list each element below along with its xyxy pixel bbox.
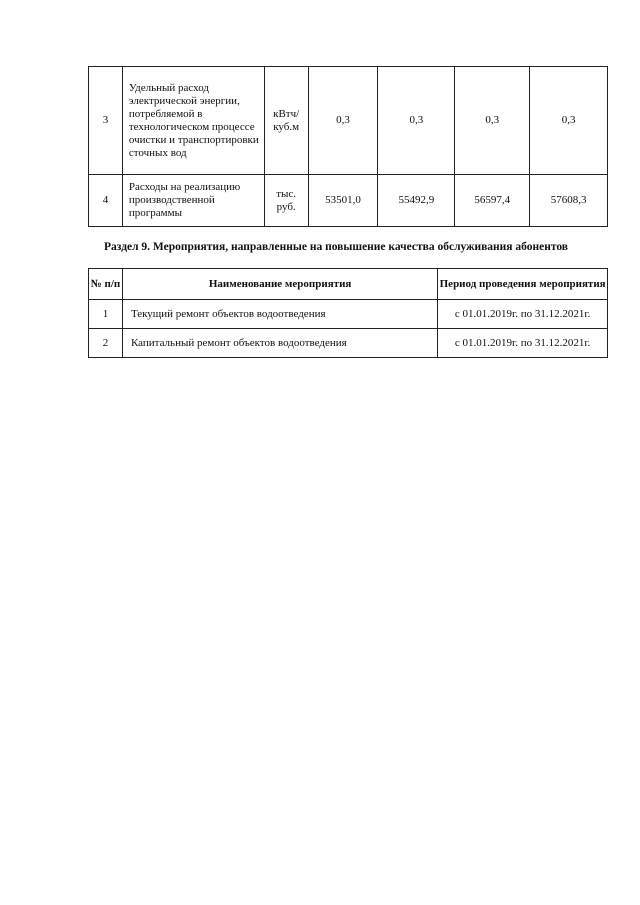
table-row	[89, 67, 608, 175]
indicator-value: 56597,4	[455, 175, 530, 227]
indicator-value: 57608,3	[530, 175, 608, 227]
row-number: 4	[89, 175, 123, 227]
indicator-unit: тыс. руб.	[264, 175, 308, 227]
indicator-name: Расходы на реализацию производственной программы	[122, 175, 264, 227]
measure-period: с 01.01.2019г. по 31.12.2021г.	[438, 300, 608, 329]
measure-name: Текущий ремонт объектов водоотведения	[122, 300, 437, 329]
table-row	[89, 175, 608, 227]
table-row	[89, 329, 608, 358]
section-title: Раздел 9. Мероприятия, направленные на повышение качества обслуживания абонентов	[104, 241, 569, 253]
table-row	[89, 300, 608, 329]
indicator-value: 0,3	[378, 67, 455, 175]
row-number: 2	[89, 329, 123, 358]
row-number: 1	[89, 300, 123, 329]
indicator-value: 0,3	[455, 67, 530, 175]
indicator-value: 0,3	[530, 67, 608, 175]
indicator-name: Удельный расход электрической энергии, потребляемой в технологическом процессе очистки и транспортировки сточных вод	[122, 67, 264, 175]
table-header-row	[89, 269, 608, 300]
indicators-table	[88, 66, 608, 227]
measure-name: Капитальный ремонт объектов водоотведения	[122, 329, 437, 358]
header-period: Период проведения мероприятия	[438, 269, 608, 300]
indicator-value: 0,3	[308, 67, 378, 175]
row-number: 3	[89, 67, 123, 175]
indicator-value: 53501,0	[308, 175, 378, 227]
header-measure-name: Наименование мероприятия	[122, 269, 437, 300]
indicator-value: 55492,9	[378, 175, 455, 227]
measure-period: с 01.01.2019г. по 31.12.2021г.	[438, 329, 608, 358]
indicator-unit: кВтч/ куб.м	[264, 67, 308, 175]
header-number: № п/п	[89, 269, 123, 300]
measures-table	[88, 268, 608, 358]
